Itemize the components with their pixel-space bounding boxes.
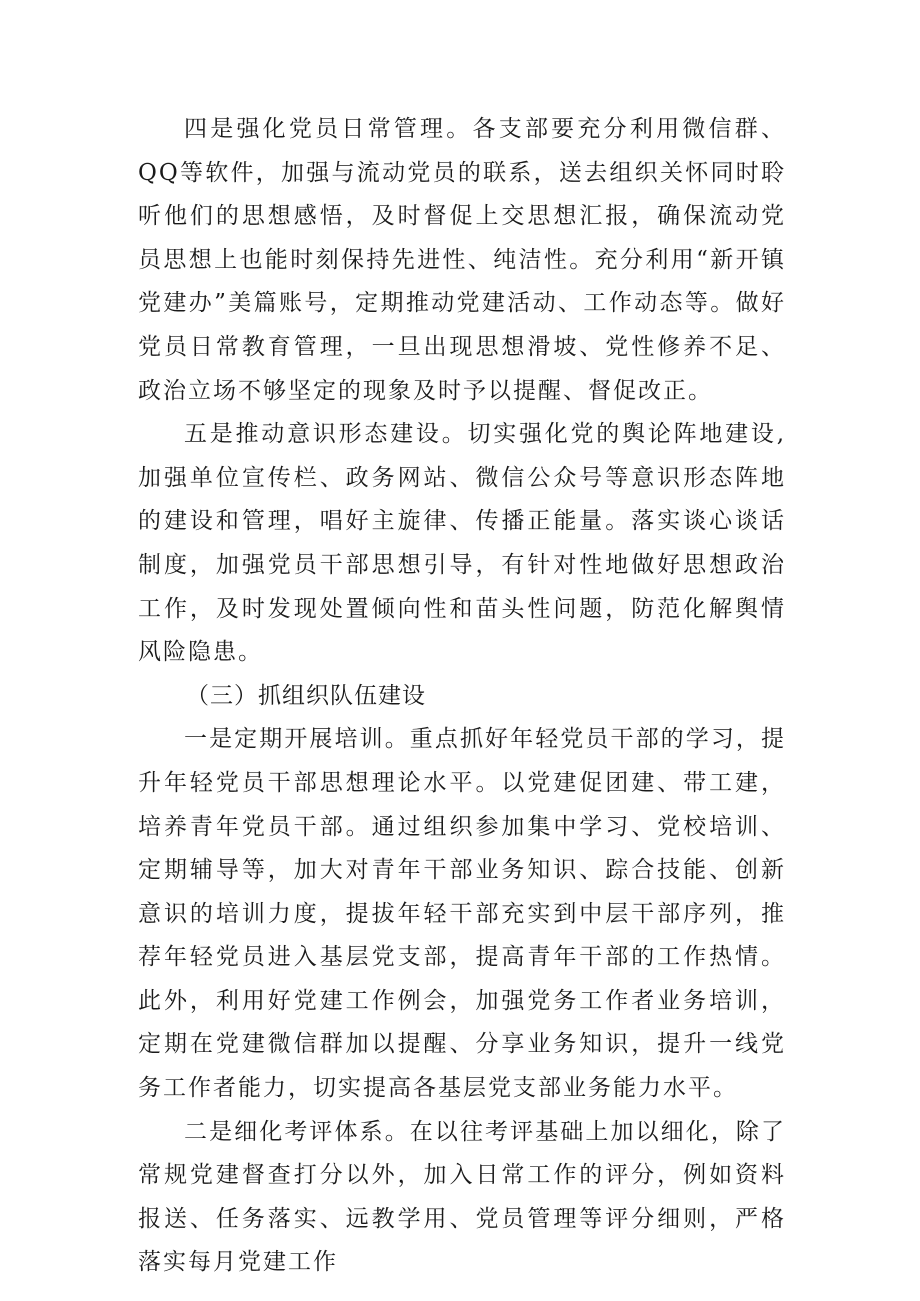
paragraph-party-member-management: 四是强化党员日常管理。各支部要充分利用微信群、QQ等软件，加强与流动党员的联系，送去组织关怀同时聆听他们的思想感悟，及时督促上交思想汇报，确保流动党员思想上也能时刻保持先进性、纯洁性。充分利用“新开镇党建办”美篇账号，定期推动党建活动、工作动态等。做好党员日常教育管理，一旦出现思想滑坡、党性修养不足、政治立场不够坚定的现象及时予以提醒、督促改正。 (138, 116, 786, 404)
document-body (138, 108, 786, 1285)
paragraph-regular-training: 一是定期开展培训。重点抓好年轻党员干部的学习，提升年轻党员干部思想理论水平。以党建促团建、带工建，培养青年党员干部。通过组织参加集中学习、党校培训、定期辅导等，加大对青年干部业务知识、踪合技能、创新意识的培训力度，提拔年轻干部充实到中层干部序列，推荐年轻党员进入基层党支部，提高青年干部的工作热情。此外，利用好党建工作例会，加强党务工作者业务培训，定期在党建微信群加以提醒、分享业务知识，提升一线党务工作者能力，切实提高各基层党支部业务能力水平。 (138, 726, 786, 1102)
paragraph-ideology-construction: 五是推动意识形态建设。切实强化党的舆论阵地建设,加强单位宣传栏、政务网站、微信公众号等意识形态阵地的建设和管理，唱好主旋律、传播正能量。落实谈心谈话制度，加强党员干部思想引导，有针对性地做好思想政治工作，及时发现处置倾向性和苗头性问题，防范化解舆情风险隐患。 (138, 421, 786, 666)
paragraph-evaluation-system: 二是细化考评体系。在以往考评基础上加以细化，除了常规党建督查打分以外，加入日常工作的评分，例如资料报送、任务落实、远教学用、党员管理等评分细则，严格落实每月党建工作 (138, 1118, 786, 1276)
section-heading-organization-team: （三）抓组织队伍建设 (186, 682, 426, 709)
